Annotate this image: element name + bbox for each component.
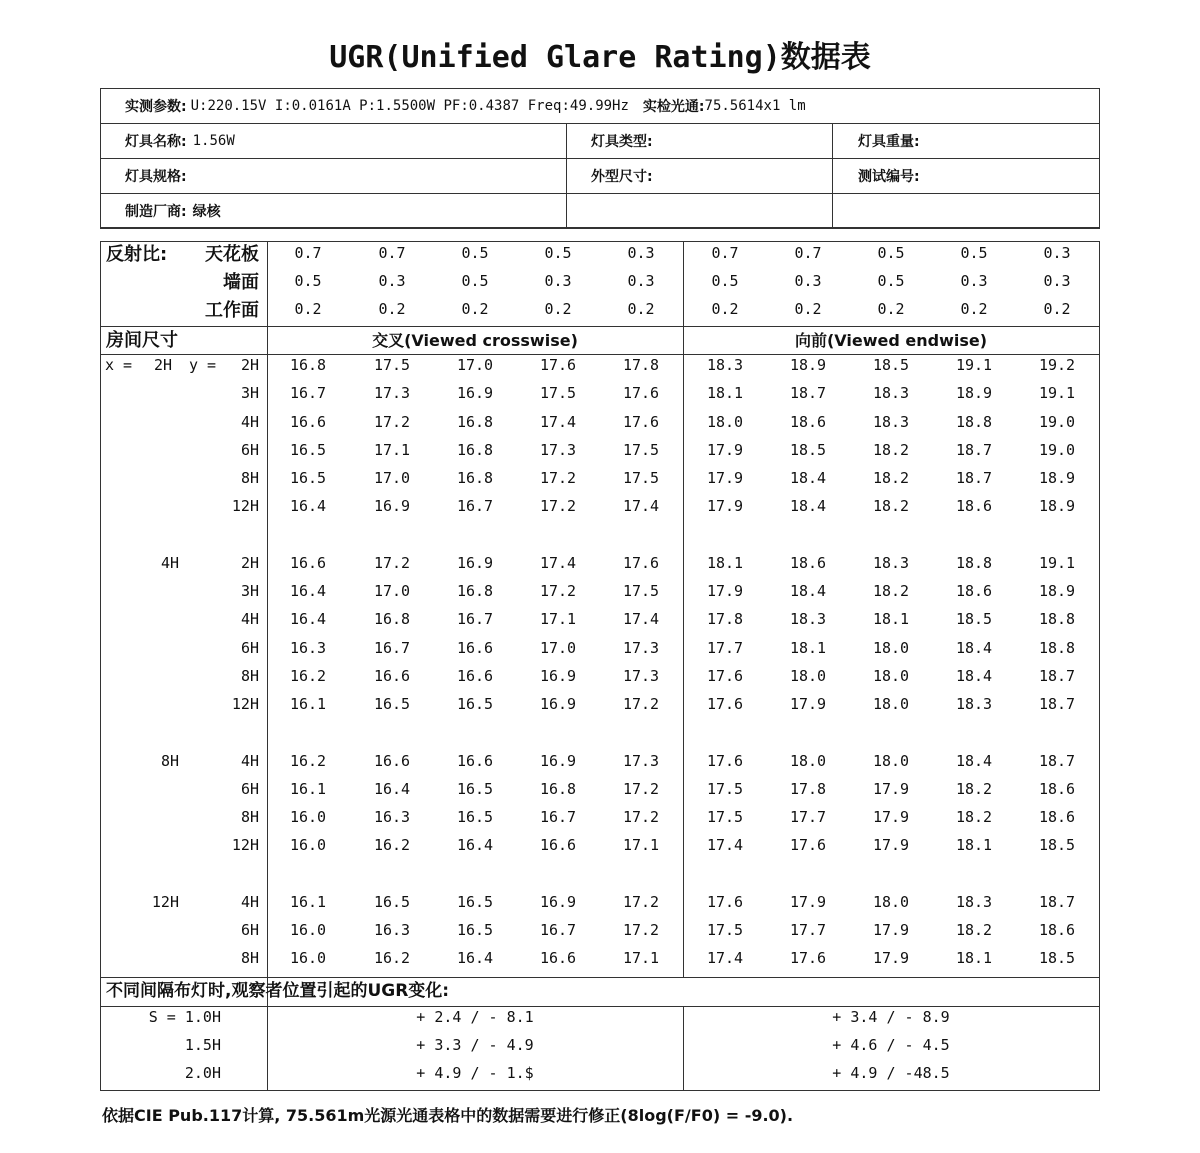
- ugr-cell: 16.5: [456, 779, 494, 798]
- ugr-cell: 17.2: [539, 469, 577, 487]
- ugr-cell: 16.6: [456, 638, 494, 657]
- ugr-cell: 18.8: [955, 412, 993, 431]
- ugr-cell: 16.2: [373, 949, 411, 968]
- wall-value: 0.5: [461, 272, 489, 290]
- ugr-cell: 16.8: [289, 356, 327, 374]
- ugr-cell: 18.5: [955, 610, 993, 629]
- ugr-cell: 18.9: [1038, 497, 1076, 516]
- ugr-cell: 16.2: [289, 666, 327, 685]
- y-value: 8H: [240, 469, 259, 487]
- y-value: 3H: [240, 582, 259, 600]
- ugr-cell: 18.6: [1038, 808, 1076, 826]
- x-prefix: x =: [105, 356, 133, 374]
- ugr-cell: 18.1: [706, 553, 744, 572]
- ugr-cell: 17.6: [789, 836, 827, 855]
- ugr-cell: 17.5: [622, 469, 660, 487]
- ugr-cell: 18.3: [955, 892, 993, 911]
- ugr-cell: 17.3: [622, 666, 660, 685]
- ugr-cell: 17.5: [539, 384, 577, 403]
- ugr-cell: 18.8: [955, 553, 993, 572]
- ugr-cell: 18.9: [955, 384, 993, 403]
- ugr-cell: 18.6: [955, 497, 993, 516]
- ugr-cell: 18.4: [955, 666, 993, 685]
- ugr-cell: 18.7: [1038, 666, 1076, 685]
- ugr-cell: 16.7: [539, 921, 577, 939]
- ugr-cell: 16.1: [289, 892, 327, 911]
- footnote: 依据CIE Pub.117计算, 75.561m光源光通表格中的数据需要进行修正(8log(F/F0) = -9.0).: [102, 1106, 794, 1125]
- wall-label: 墙面: [223, 272, 259, 293]
- ugr-cell: 17.9: [789, 695, 827, 713]
- ugr-cell: 17.1: [622, 836, 660, 855]
- workplane-value: 0.2: [960, 300, 988, 318]
- ugr-cell: 18.6: [789, 553, 827, 572]
- ugr-cell: 18.7: [955, 469, 993, 487]
- ugr-cell: 18.2: [872, 497, 910, 516]
- ugr-cell: 18.3: [706, 356, 744, 374]
- ugr-cell: 18.2: [872, 469, 910, 487]
- ugr-cell: 17.7: [706, 638, 744, 657]
- ugr-cell: 18.5: [872, 356, 910, 374]
- ugr-cell: 19.0: [1038, 440, 1076, 459]
- ugr-cell: 18.8: [1038, 610, 1076, 629]
- ugr-cell: 17.4: [622, 497, 660, 516]
- ugr-cell: 16.5: [456, 921, 494, 939]
- workplane-value: 0.2: [627, 300, 655, 318]
- name-label: 灯具名称:: [125, 134, 187, 150]
- ugr-cell: 17.6: [789, 949, 827, 968]
- ceiling-value: 0.5: [544, 244, 572, 262]
- wall-value: 0.5: [711, 272, 739, 290]
- ugr-cell: 16.9: [539, 666, 577, 685]
- wall-value: 0.3: [627, 272, 655, 290]
- y-value: 4H: [240, 892, 259, 911]
- ugr-cell: 17.1: [539, 610, 577, 629]
- ugr-table: [100, 241, 1100, 1091]
- spacing-title: 不同间隔布灯时,观察者位置引起的UGR变化:: [106, 981, 450, 1001]
- ugr-cell: 16.9: [539, 751, 577, 770]
- ugr-cell: 18.0: [706, 412, 744, 431]
- ugr-cell: 16.6: [289, 553, 327, 572]
- ugr-cell: 16.5: [289, 469, 327, 487]
- workplane-value: 0.2: [1043, 300, 1071, 318]
- ugr-cell: 17.1: [373, 440, 411, 459]
- ugr-cell: 16.0: [289, 808, 327, 826]
- ugr-cell: 16.9: [539, 695, 577, 713]
- ugr-cell: 16.4: [373, 779, 411, 798]
- ugr-cell: 17.9: [872, 808, 910, 826]
- ugr-cell: 16.7: [539, 808, 577, 826]
- ugr-cell: 17.6: [706, 666, 744, 685]
- ugr-cell: 17.4: [706, 949, 744, 968]
- spec-label: 灯具规格:: [125, 169, 187, 185]
- ugr-cell: 19.0: [1038, 412, 1076, 431]
- ceiling-value: 0.7: [294, 244, 322, 262]
- ugr-cell: 17.9: [872, 949, 910, 968]
- ugr-cell: 17.8: [622, 356, 660, 374]
- ugr-cell: 16.1: [289, 779, 327, 798]
- y-value: 6H: [240, 779, 259, 798]
- ugr-cell: 17.6: [622, 553, 660, 572]
- ugr-cell: 18.2: [872, 582, 910, 600]
- weight-label: 灯具重量:: [858, 134, 920, 150]
- ugr-cell: 17.2: [373, 412, 411, 431]
- y-value: 2H: [240, 553, 259, 572]
- ugr-cell: 16.5: [456, 695, 494, 713]
- ugr-cell: 16.6: [373, 751, 411, 770]
- ugr-cell: 18.7: [1038, 892, 1076, 911]
- ugr-cell: 18.0: [872, 695, 910, 713]
- ugr-cell: 18.3: [872, 553, 910, 572]
- x-value: 4H: [160, 553, 179, 572]
- x-value: 12H: [151, 892, 179, 911]
- ugr-cell: 17.4: [706, 836, 744, 855]
- ugr-cell: 18.2: [872, 440, 910, 459]
- ceiling-value: 0.7: [794, 244, 822, 262]
- y-value: 4H: [240, 412, 259, 431]
- ugr-cell: 17.5: [622, 582, 660, 600]
- ugr-cell: 16.4: [289, 610, 327, 629]
- ugr-cell: 17.9: [872, 836, 910, 855]
- ugr-cell: 18.0: [789, 666, 827, 685]
- workplane-value: 0.2: [877, 300, 905, 318]
- room-size-label: 房间尺寸: [106, 330, 178, 351]
- ugr-cell: 17.2: [622, 695, 660, 713]
- ugr-cell: 16.9: [456, 384, 494, 403]
- ugr-cell: 16.4: [289, 582, 327, 600]
- workplane-value: 0.2: [294, 300, 322, 318]
- ugr-cell: 17.6: [539, 356, 577, 374]
- ugr-cell: 18.9: [1038, 469, 1076, 487]
- y-value: 8H: [240, 808, 259, 826]
- ugr-cell: 16.8: [456, 469, 494, 487]
- ugr-cell: 17.2: [622, 779, 660, 798]
- ceiling-label: 天花板: [205, 244, 259, 265]
- ugr-cell: 17.4: [539, 412, 577, 431]
- endwise-label: 向前(Viewed endwise): [794, 331, 988, 350]
- ugr-cell: 18.4: [955, 638, 993, 657]
- ugr-cell: 16.6: [289, 412, 327, 431]
- ugr-cell: 16.0: [289, 836, 327, 855]
- ugr-cell: 16.3: [373, 808, 411, 826]
- y-value: 3H: [240, 384, 259, 403]
- spacing-s-value: S = 1.0H: [148, 1008, 221, 1026]
- spacing-endwise-value: + 4.6 / - 4.5: [832, 1036, 950, 1054]
- ugr-cell: 16.2: [373, 836, 411, 855]
- ugr-cell: 16.3: [373, 921, 411, 939]
- ugr-cell: 18.0: [872, 666, 910, 685]
- ugr-cell: 18.0: [872, 751, 910, 770]
- ugr-cell: 18.7: [1038, 695, 1076, 713]
- test-no-label: 测试编号:: [858, 169, 920, 185]
- table-content: [101, 242, 1099, 1090]
- ugr-cell: 16.8: [539, 779, 577, 798]
- ugr-cell: 18.3: [789, 610, 827, 629]
- ugr-cell: 17.9: [706, 440, 744, 459]
- ugr-cell: 16.7: [373, 638, 411, 657]
- spacing-endwise-value: + 3.4 / - 8.9: [832, 1008, 950, 1026]
- ugr-cell: 17.9: [706, 582, 744, 600]
- ugr-cell: 17.9: [706, 497, 744, 516]
- ugr-cell: 16.8: [456, 582, 494, 600]
- divider: [832, 124, 833, 228]
- ugr-cell: 16.1: [289, 695, 327, 713]
- ugr-cell: 17.0: [373, 582, 411, 600]
- y-value: 12H: [231, 695, 259, 713]
- measured-values: U:220.15V I:0.0161A P:1.5500W PF:0.4387 Freq:49.99Hz: [190, 98, 629, 114]
- ugr-cell: 16.5: [289, 440, 327, 459]
- wall-value: 0.3: [960, 272, 988, 290]
- ugr-cell: 16.6: [373, 666, 411, 685]
- ugr-cell: 16.4: [289, 497, 327, 516]
- ugr-cell: 16.8: [373, 610, 411, 629]
- ugr-cell: 17.2: [622, 892, 660, 911]
- ugr-cell: 16.4: [456, 836, 494, 855]
- ugr-cell: 19.1: [1038, 553, 1076, 572]
- y-prefix: y =: [189, 356, 217, 374]
- ugr-cell: 16.4: [456, 949, 494, 968]
- workplane-value: 0.2: [461, 300, 489, 318]
- ugr-cell: 18.2: [955, 808, 993, 826]
- maker-label: 制造厂商:: [125, 203, 187, 220]
- ugr-cell: 18.6: [789, 412, 827, 431]
- ugr-cell: 16.3: [289, 638, 327, 657]
- ugr-cell: 17.6: [622, 412, 660, 431]
- ugr-cell: 18.3: [872, 384, 910, 403]
- ugr-cell: 18.0: [872, 892, 910, 911]
- ugr-cell: 17.3: [622, 638, 660, 657]
- y-value: 6H: [240, 638, 259, 657]
- ugr-cell: 17.3: [539, 440, 577, 459]
- ugr-cell: 17.4: [622, 610, 660, 629]
- luminaire-info-box: [100, 88, 1100, 229]
- y-value: 4H: [240, 610, 259, 629]
- ugr-cell: 17.8: [706, 610, 744, 629]
- ugr-cell: 16.5: [373, 892, 411, 911]
- ugr-cell: 17.2: [622, 808, 660, 826]
- divider: [566, 124, 567, 228]
- ugr-cell: 16.0: [289, 921, 327, 939]
- ugr-cell: 16.9: [373, 497, 411, 516]
- ceiling-value: 0.7: [711, 244, 739, 262]
- ugr-cell: 17.5: [373, 356, 411, 374]
- flux-value: 75.5614x1 lm: [704, 98, 806, 114]
- measured-label: 实测参数:: [125, 99, 187, 115]
- ugr-cell: 16.6: [456, 751, 494, 770]
- ugr-cell: 16.5: [456, 892, 494, 911]
- dim-label: 外型尺寸:: [591, 169, 653, 185]
- ugr-cell: 18.4: [789, 497, 827, 516]
- ugr-cell: 18.4: [955, 751, 993, 770]
- ugr-cell: 18.4: [789, 469, 827, 487]
- reflectance-label: 反射比:: [106, 244, 168, 265]
- name-row: [101, 124, 1099, 159]
- ugr-cell: 17.6: [622, 384, 660, 403]
- y-value: 4H: [240, 751, 259, 770]
- ceiling-value: 0.5: [461, 244, 489, 262]
- ugr-cell: 18.1: [706, 384, 744, 403]
- ugr-cell: 17.4: [539, 553, 577, 572]
- ugr-cell: 18.7: [955, 440, 993, 459]
- ugr-cell: 17.9: [872, 921, 910, 939]
- ugr-cell: 16.6: [539, 836, 577, 855]
- ugr-cell: 19.1: [955, 356, 993, 374]
- ugr-cell: 16.9: [539, 892, 577, 911]
- ugr-cell: 19.1: [1038, 384, 1076, 403]
- wall-value: 0.5: [294, 272, 322, 290]
- ugr-cell: 17.7: [789, 808, 827, 826]
- ugr-cell: 17.2: [622, 921, 660, 939]
- ugr-cell: 17.2: [539, 497, 577, 516]
- ugr-cell: 18.1: [872, 610, 910, 629]
- ugr-cell: 18.2: [955, 779, 993, 798]
- ugr-cell: 17.6: [706, 695, 744, 713]
- ceiling-value: 0.7: [378, 244, 406, 262]
- ugr-cell: 17.5: [706, 921, 744, 939]
- ceiling-value: 0.3: [1043, 244, 1071, 262]
- wall-value: 0.3: [1043, 272, 1071, 290]
- spacing-crosswise-value: + 3.3 / - 4.9: [416, 1036, 534, 1054]
- workplane-value: 0.2: [378, 300, 406, 318]
- flux-label: 实检光通:: [642, 99, 705, 115]
- ugr-cell: 18.3: [872, 412, 910, 431]
- ugr-cell: 18.5: [789, 440, 827, 459]
- ugr-cell: 18.6: [1038, 921, 1076, 939]
- ugr-cell: 17.2: [539, 582, 577, 600]
- y-value: 12H: [231, 497, 259, 516]
- ugr-cell: 18.1: [955, 836, 993, 855]
- ugr-cell: 19.2: [1038, 356, 1076, 374]
- ugr-cell: 18.9: [789, 356, 827, 374]
- ceiling-value: 0.5: [960, 244, 988, 262]
- ugr-cell: 18.5: [1038, 949, 1076, 968]
- ceiling-value: 0.5: [877, 244, 905, 262]
- ugr-cell: 16.6: [456, 666, 494, 685]
- spacing-s-value: 2.0H: [184, 1064, 221, 1082]
- spec-row: [101, 159, 1099, 194]
- ugr-cell: 16.7: [456, 497, 494, 516]
- ugr-cell: 17.7: [789, 921, 827, 939]
- ugr-cell: 17.9: [706, 469, 744, 487]
- workplane-label: 工作面: [205, 300, 259, 321]
- y-value: 8H: [240, 949, 259, 968]
- ugr-cell: 16.7: [289, 384, 327, 403]
- ugr-cell: 17.9: [789, 892, 827, 911]
- ugr-cell: 17.3: [373, 384, 411, 403]
- ugr-cell: 17.1: [622, 949, 660, 968]
- wall-value: 0.3: [378, 272, 406, 290]
- wall-value: 0.3: [794, 272, 822, 290]
- ugr-cell: 17.0: [456, 356, 494, 374]
- ugr-cell: 17.3: [622, 751, 660, 770]
- maker-value: 绿核: [192, 203, 221, 220]
- ugr-cell: 18.7: [789, 384, 827, 403]
- ugr-cell: 17.5: [706, 779, 744, 798]
- ugr-cell: 16.8: [456, 440, 494, 459]
- ugr-cell: 18.3: [955, 695, 993, 713]
- ugr-cell: 16.0: [289, 949, 327, 968]
- ugr-cell: 16.5: [456, 808, 494, 826]
- workplane-value: 0.2: [544, 300, 572, 318]
- wall-value: 0.5: [877, 272, 905, 290]
- ugr-cell: 16.2: [289, 751, 327, 770]
- y-value: 8H: [240, 666, 259, 685]
- ugr-cell: 18.1: [955, 949, 993, 968]
- ugr-cell: 17.2: [373, 553, 411, 572]
- ugr-cell: 16.8: [456, 412, 494, 431]
- ceiling-value: 0.3: [627, 244, 655, 262]
- workplane-value: 0.2: [794, 300, 822, 318]
- y-value: 6H: [240, 921, 259, 939]
- name-value: 1.56W: [192, 133, 235, 149]
- x-value: 2H: [154, 356, 173, 374]
- ugr-cell: 18.9: [1038, 582, 1076, 600]
- maker-row: [101, 194, 1099, 228]
- ugr-cell: 18.5: [1038, 836, 1076, 855]
- spacing-endwise-value: + 4.9 / -48.5: [832, 1064, 950, 1082]
- ugr-cell: 18.6: [955, 582, 993, 600]
- y-value: 2H: [240, 356, 259, 374]
- ugr-cell: 18.8: [1038, 638, 1076, 657]
- page-title: UGR(Unified Glare Rating)数据表: [329, 40, 871, 75]
- ugr-cell: 18.1: [789, 638, 827, 657]
- spacing-crosswise-value: + 4.9 / - 1.$: [416, 1064, 534, 1082]
- workplane-value: 0.2: [711, 300, 739, 318]
- ugr-cell: 17.5: [622, 440, 660, 459]
- spacing-s-value: 1.5H: [184, 1036, 221, 1054]
- ugr-cell: 18.0: [872, 638, 910, 657]
- ugr-cell: 18.4: [789, 582, 827, 600]
- ugr-cell: 18.7: [1038, 751, 1076, 770]
- ugr-cell: 16.5: [373, 695, 411, 713]
- ugr-cell: 17.9: [872, 779, 910, 798]
- ugr-cell: 18.6: [1038, 779, 1076, 798]
- ugr-cell: 18.2: [955, 921, 993, 939]
- ugr-cell: 16.6: [539, 949, 577, 968]
- y-value: 12H: [231, 836, 259, 855]
- ugr-cell: 16.9: [456, 553, 494, 572]
- type-label: 灯具类型:: [591, 134, 653, 150]
- wall-value: 0.3: [544, 272, 572, 290]
- ugr-cell: 17.6: [706, 892, 744, 911]
- crosswise-label: 交叉(Viewed crosswise): [372, 331, 578, 350]
- ugr-cell: 17.0: [539, 638, 577, 657]
- ugr-cell: 17.0: [373, 469, 411, 487]
- measured-params-row: [101, 89, 1099, 124]
- ugr-cell: 16.7: [456, 610, 494, 629]
- spacing-crosswise-value: + 2.4 / - 8.1: [416, 1008, 534, 1026]
- ugr-cell: 17.8: [789, 779, 827, 798]
- x-value: 8H: [160, 751, 179, 770]
- ugr-cell: 18.0: [789, 751, 827, 770]
- ugr-cell: 17.5: [706, 808, 744, 826]
- y-value: 6H: [240, 440, 259, 459]
- ugr-cell: 17.6: [706, 751, 744, 770]
